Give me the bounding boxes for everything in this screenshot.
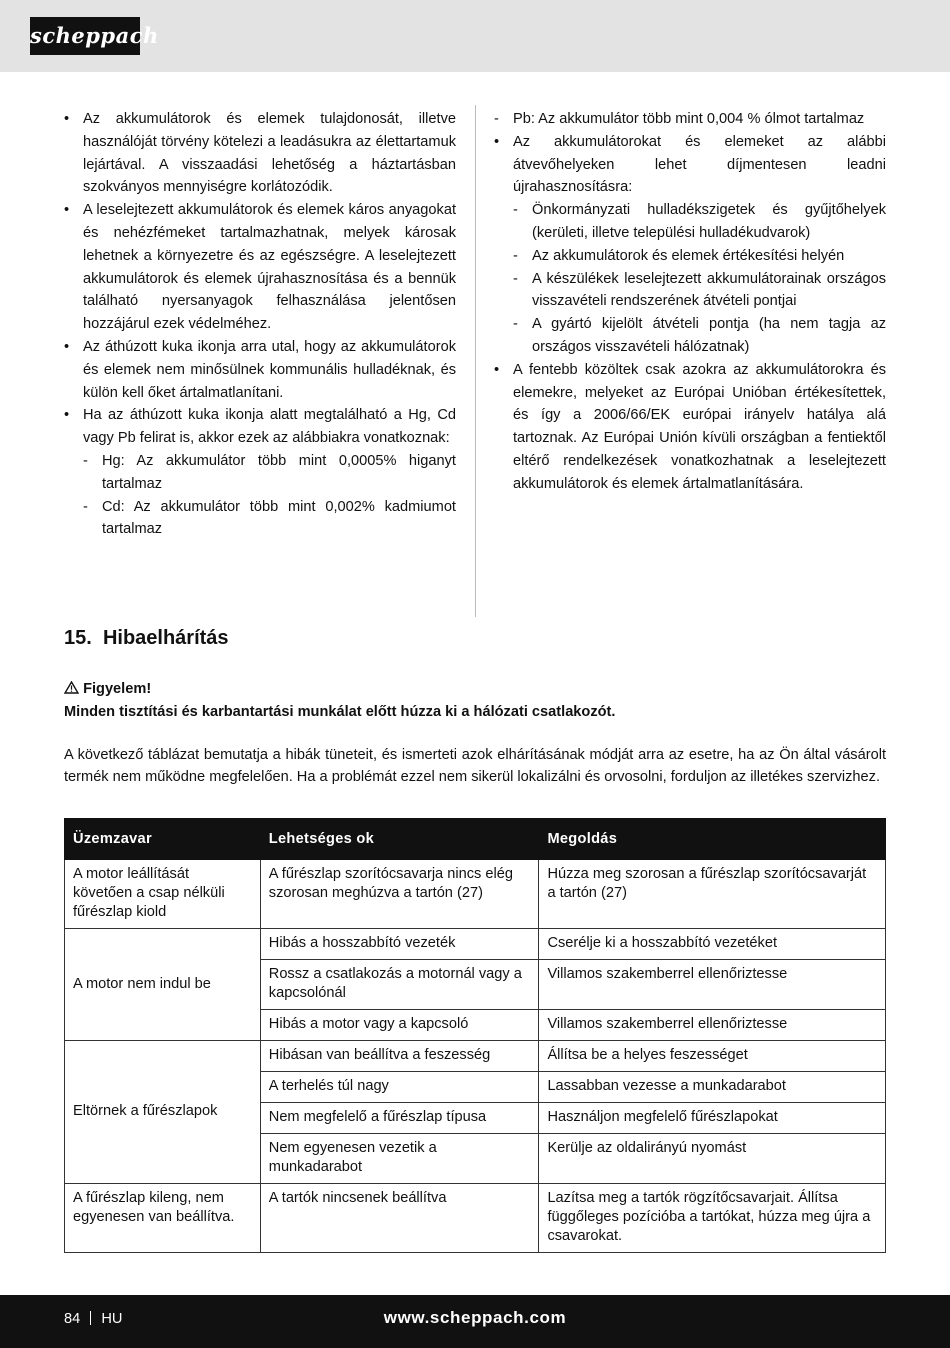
solution-cell: Lassabban vezesse a munkadarabot xyxy=(539,1072,886,1103)
sub-list-item: - Önkormányzati hulladékszigetek és gyűjtőhelyek (kerületi, illetve települési hulladékudvarok) xyxy=(513,199,886,245)
page-header xyxy=(0,0,950,72)
solution-cell: Villamos szakemberrel ellenőriztesse xyxy=(539,1010,886,1041)
sub-list-item: - Hg: Az akkumulátor több mint 0,0005% higanyt tartalmaz xyxy=(83,450,456,496)
sub-list-item: - A készülékek leselejtezett akkumulátorainak országos visszavételi rendszerének átvételi pontjai xyxy=(513,268,886,314)
language-code: HU xyxy=(101,1311,123,1327)
right-column xyxy=(494,108,886,496)
warning-label: Figyelem! xyxy=(83,681,152,697)
list-item xyxy=(494,131,886,359)
list-item: • Az akkumulátorok és elemek tulajdonosát, illetve használóját törvény kötelezi a leadásukra az élettartamuk lejártával. A visszaadási lehetőség a háztartásban szokványos mennyiségre korlátozódik. xyxy=(64,108,456,199)
website-link[interactable]: www.scheppach.com xyxy=(383,1308,567,1327)
list-item xyxy=(64,404,456,541)
header-fault: Üzemzavar xyxy=(65,819,261,860)
fault-cell: A motor nem indul be xyxy=(65,929,261,1041)
list-item: • A leselejtezett akkumulátorok és elemek káros anyagokat és nehézfémeket tartalmazhatnak, melyek károsak lehetnek a környezetre és az egészségre. A leselejtezett akkumulátorok és elemek újrahasznosítása és a bennük található nyersanyagok felhasználása jelentősen hozzájárul ezek védelméhez. xyxy=(64,199,456,336)
list-item: • Az áthúzott kuka ikonja arra utal, hogy az akkumulátorok és elemek nem minősülnek kommunális hulladéknak, és külön kell őket ártalmatlanítani. xyxy=(64,336,456,404)
page-number: 84 xyxy=(64,1311,81,1327)
sub-list-item: - Az akkumulátorok és elemek értékesítési helyén xyxy=(513,245,886,268)
cause-cell: A fűrészlap szorítócsavarja nincs elég szorosan meghúzva a tartón (27) xyxy=(260,860,539,929)
fault-cell: A fűrészlap kileng, nem egyenesen van beállítva. xyxy=(65,1184,261,1253)
cause-cell: Hibás a motor vagy a kapcsoló xyxy=(260,1010,539,1041)
sub-list-item: - A gyártó kijelölt átvételi pontja (ha nem tagja az országos visszavételi hálózatnak) xyxy=(513,313,886,359)
table-row xyxy=(65,929,886,960)
cause-cell: Rossz a csatlakozás a motornál vagy a kapcsolónál xyxy=(260,960,539,1010)
table-header-row xyxy=(65,819,886,860)
fault-cell: A motor leállítását követően a csap nélküli fűrészlap kiold xyxy=(65,860,261,929)
cause-cell: Hibásan van beállítva a feszesség xyxy=(260,1041,539,1072)
header-cause: Lehetséges ok xyxy=(260,819,539,860)
section-title: Hibaelhárítás xyxy=(102,627,229,649)
fault-cell: Eltörnek a fűrészlapok xyxy=(65,1041,261,1184)
solution-cell: Állítsa be a helyes feszességet xyxy=(539,1041,886,1072)
cause-cell: A terhelés túl nagy xyxy=(260,1072,539,1103)
section-number: 15. xyxy=(64,627,92,649)
sub-list-item: - Cd: Az akkumulátor több mint 0,002% kadmiumot tartalmaz xyxy=(83,496,456,542)
solution-cell: Húzza meg szorosan a fűrészlap szorítócsavarját a tartón (27) xyxy=(539,860,886,929)
solution-cell: Kerülje az oldalirányú nyomást xyxy=(539,1134,886,1184)
warning-block xyxy=(64,678,894,724)
solution-cell: Lazítsa meg a tartók rögzítőcsavarjait. Állítsa függőleges pozícióba a tartókat, húzza meg újra a csavarokat. xyxy=(539,1184,886,1253)
list-item: • A fentebb közöltek csak azokra az akkumulátorokra és elemekre, melyeket az Európai Unióban értékesítettek, és így a 2006/66/EK európai irányelv hatálya alá tartoznak. Az Európai Unión kívüli országban a fentiektől eltérő rendelkezések vonatkozhatnak a leselejtezett akkumulátorok és elemek ártalmatlanítására. xyxy=(494,359,886,496)
page-footer xyxy=(0,1295,950,1348)
troubleshooting-table xyxy=(64,818,886,1253)
section-heading xyxy=(64,627,229,650)
table-row xyxy=(65,1184,886,1253)
warning-triangle-icon xyxy=(64,681,79,694)
column-divider xyxy=(475,105,476,617)
list-item-text: Ha az áthúzott kuka ikonja alatt megtalálható a Hg, Cd vagy Pb felirat is, akkor ezek az alábbiakra vonatkoznak: xyxy=(83,407,456,447)
table-row xyxy=(65,860,886,929)
list-item-text: Az akkumulátorokat és elemeket az alábbi átvevőhelyeken lehet díjmentesen leadni újrahasznosításra: xyxy=(513,133,886,196)
left-column xyxy=(64,108,456,541)
warning-text: Minden tisztítási és karbantartási munkálat előtt húzza ki a hálózati csatlakozót. xyxy=(64,703,616,720)
intro-paragraph: A következő táblázat bemutatja a hibák tüneteit, és ismerteti azok elhárításának módját arra az esetre, ha az Ön által vásárolt termék nem működne megfelelően. Ha a problémát ezzel nem sikerül lokalizálni és orvosolni, forduljon az illetékes szervizhez. xyxy=(64,747,886,786)
solution-cell: Cserélje ki a hosszabbító vezetéket xyxy=(539,929,886,960)
cause-cell: Hibás a hosszabbító vezeték xyxy=(260,929,539,960)
brand-logo: scheppach xyxy=(30,17,140,55)
cause-cell: Nem megfelelő a fűrészlap típusa xyxy=(260,1103,539,1134)
sub-list-item: - Pb: Az akkumulátor több mint 0,004 % ólmot tartalmaz xyxy=(494,108,886,131)
header-solution: Megoldás xyxy=(539,819,886,860)
cause-cell: Nem egyenesen vezetik a munkadarabot xyxy=(260,1134,539,1184)
cause-cell: A tartók nincsenek beállítva xyxy=(260,1184,539,1253)
solution-cell: Villamos szakemberrel ellenőriztesse xyxy=(539,960,886,1010)
solution-cell: Használjon megfelelő fűrészlapokat xyxy=(539,1103,886,1134)
table-row xyxy=(65,1041,886,1072)
